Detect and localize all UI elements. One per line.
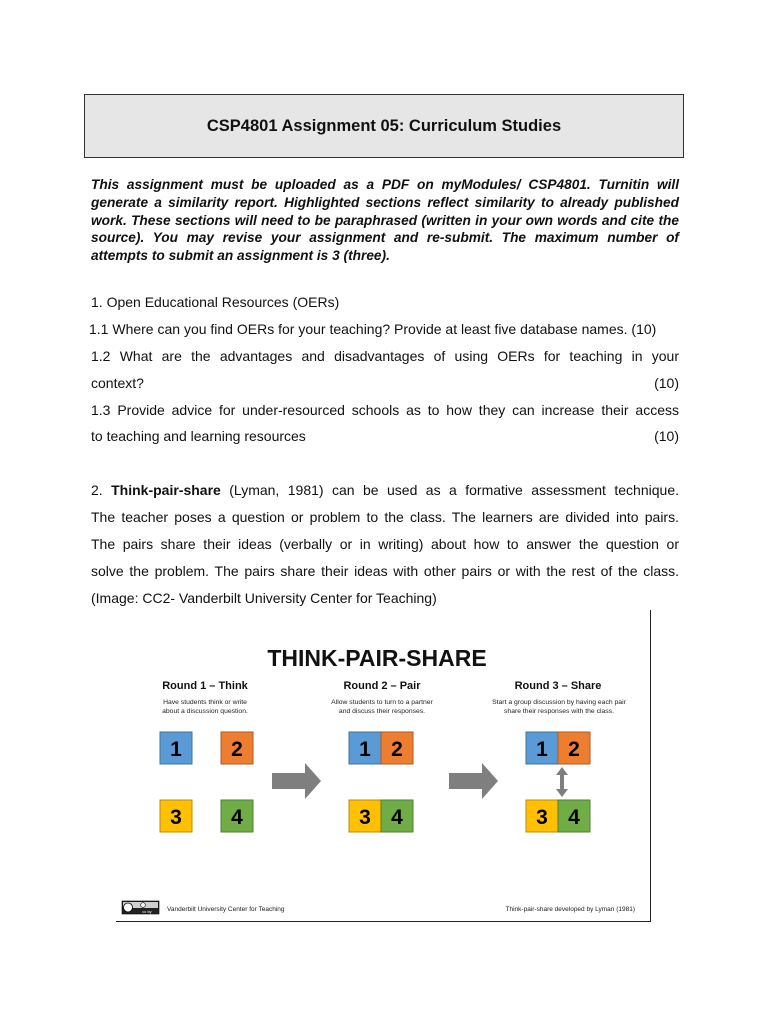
- svg-text:4: 4: [568, 806, 580, 829]
- q2-line4: solve the problem. The pairs share their ideas with other pairs or with the rest of the class.: [91, 563, 679, 579]
- assignment-instructions: This assignment must be uploaded as a PDF on myModules/ CSP4801. Turnitin will generate a similarity report. Highlighted sections reflect similarity to already published work. These sections will need to be paraphrased (written in your own words and cite the source). You may revise your assignment and re-submit. The maximum number of attempts to submit an assignment is 3 (three).: [91, 177, 679, 264]
- q2-line1: [91, 481, 679, 499]
- round2-tile-2: [381, 732, 413, 764]
- q2-line3: The pairs share their ideas (verbally or in writing) about how to answer the question or: [91, 536, 679, 552]
- right-arrow-icon: [272, 763, 321, 799]
- svg-text:4: 4: [231, 806, 243, 829]
- q2-number: 2.: [91, 482, 112, 498]
- q1-3-line2: [91, 427, 679, 445]
- cc-license-badge: [122, 901, 159, 914]
- round1-desc-2: about a discussion question.: [162, 708, 248, 715]
- q1-1-text: 1.1 Where can you find OERs for your teaching? Provide at least five database names. (10): [89, 321, 657, 337]
- round2-heading: Round 2 – Pair: [343, 680, 421, 692]
- q1-2-marks: (10): [654, 375, 679, 391]
- license-badge-text: cc by: [142, 909, 152, 914]
- round1-tile-4: [221, 800, 253, 832]
- footer-attribution: Think-pair-share developed by Lyman (1981): [505, 906, 635, 913]
- round2-tile-1: [349, 732, 381, 764]
- round1-tile-1: [160, 732, 192, 764]
- q2-term: Think-pair-share: [111, 482, 221, 498]
- q1-2-text-end: context?: [91, 375, 144, 391]
- q1-3-line1: 1.3 Provide advice for under-resourced schools as to how they can increase their access: [91, 402, 679, 418]
- figure-canvas: [116, 610, 650, 921]
- round1-tile-3: [160, 800, 192, 832]
- svg-text:1: 1: [170, 738, 182, 761]
- think-pair-share-figure: [116, 610, 651, 922]
- svg-text:3: 3: [536, 806, 548, 829]
- svg-text:2: 2: [231, 738, 243, 761]
- round3-tile-3: [526, 800, 558, 832]
- round3-tile-1: [526, 732, 558, 764]
- q1-3-text-end: to teaching and learning resources: [91, 428, 306, 444]
- q1-3-marks: (10): [654, 428, 679, 444]
- round2-desc-2: and discuss their responses.: [338, 708, 426, 715]
- q2-image-credit: (Image: CC2- Vanderbilt University Center for Teaching): [91, 590, 437, 606]
- svg-text:2: 2: [391, 738, 403, 761]
- svg-text:1: 1: [359, 738, 371, 761]
- svg-text:1: 1: [536, 738, 548, 761]
- round3-tile-4: [558, 800, 590, 832]
- round1-heading: Round 1 – Think: [162, 680, 248, 692]
- page-title: CSP4801 Assignment 05: Curriculum Studies: [206, 116, 562, 135]
- round3-heading: Round 3 – Share: [514, 680, 602, 692]
- figure-title: THINK-PAIR-SHARE: [267, 645, 487, 671]
- q2-line2: The teacher poses a question or problem to the class. The learners are divided into pairs.: [91, 509, 679, 525]
- q1-2-line2: [91, 374, 679, 392]
- round2-desc-1: Allow students to turn to a partner: [331, 699, 433, 706]
- q2-line1-rest: (Lyman, 1981) can be used as a formative assessment technique.: [220, 482, 679, 498]
- q1-heading: 1. Open Educational Resources (OERs): [91, 294, 340, 310]
- svg-text:3: 3: [359, 806, 371, 829]
- round3-tile-2: [558, 732, 590, 764]
- round1-desc-1: Have students think or write: [163, 699, 247, 706]
- svg-text:3: 3: [170, 806, 182, 829]
- footer-credit: Vanderbilt University Center for Teaching: [167, 906, 285, 913]
- q1-2-line1: 1.2 What are the advantages and disadvantages of using OERs for teaching in your: [91, 348, 679, 364]
- round3-desc-2: share their responses with the class.: [504, 708, 614, 715]
- round1-tile-2: [221, 732, 253, 764]
- round2-tile-4: [381, 800, 413, 832]
- title-box: [84, 94, 684, 158]
- svg-text:2: 2: [568, 738, 580, 761]
- round3-desc-1: Start a group discussion by having each pair: [492, 699, 626, 706]
- by-icon: [141, 903, 146, 908]
- round2-tile-3: [349, 800, 381, 832]
- double-arrow-icon: [556, 767, 568, 797]
- right-arrow-icon: [449, 763, 498, 799]
- cc-icon: [124, 903, 133, 912]
- svg-text:4: 4: [391, 806, 403, 829]
